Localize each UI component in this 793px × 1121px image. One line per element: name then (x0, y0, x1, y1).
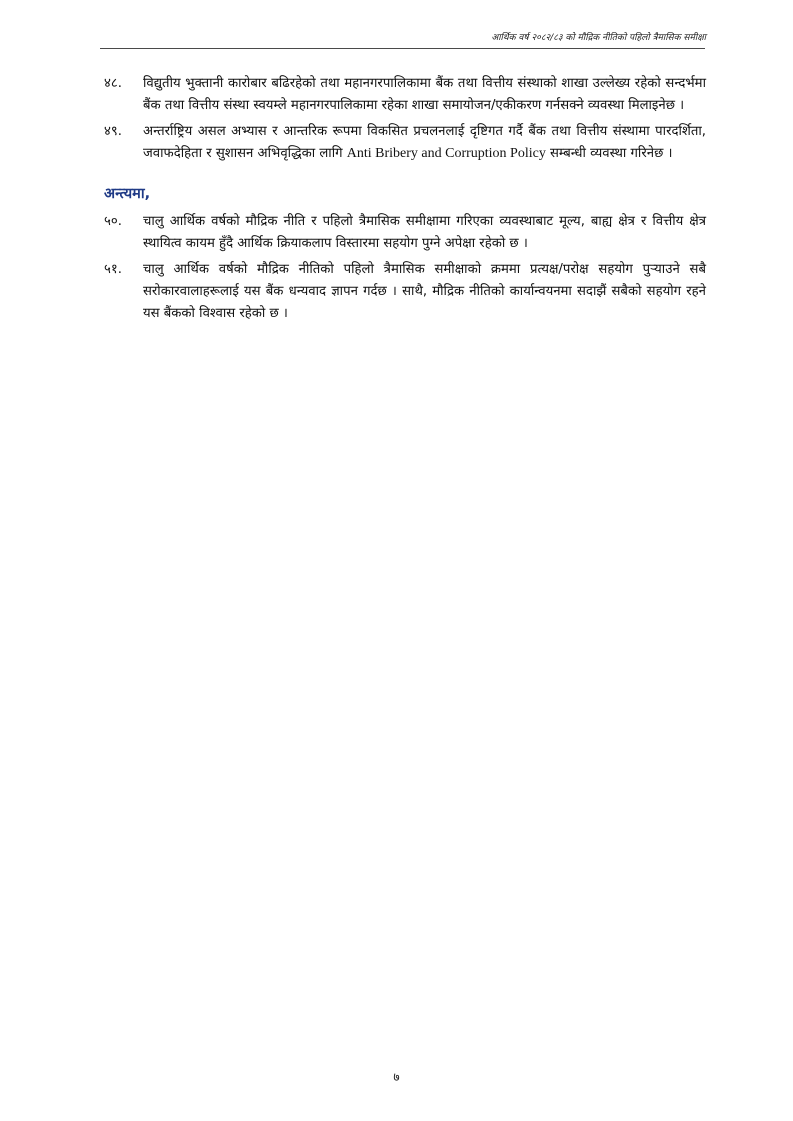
body-text (104, 73, 706, 329)
paragraph-text: चालु आर्थिक वर्षको मौद्रिक नीतिको पहिलो त्रैमासिक समीक्षाको क्रममा प्रत्यक्ष/परोक्ष सहयोग पुर्‍याउने सबै सरोकारवालाहरूलाई यस बैंक धन्यवाद ज्ञापन गर्दछ । साथै, मौद्रिक नीतिको कार्यान्वयनमा सदाझैं सबैको सहयोग रहने यस बैंकको विश्वास रहेको छ । (143, 262, 706, 321)
paragraph-number: ५१. (104, 262, 122, 277)
paragraph-text-part: अन्तर्राष्ट्रिय असल अभ्यास र आन्तरिक रूपमा विकसित प्रचलनलाई दृष्टिगत गर्दै बैंक तथा वित्तीय संस्थामा पारदर्शिता, जवाफदेहिता र सुशासन अभिवृद्धिका लागि (143, 124, 706, 161)
section-heading: अन्त्यमा, (104, 186, 151, 202)
paragraph-number: ५०. (104, 214, 122, 229)
paragraph-text-part: सम्बन्धी व्यवस्था गरिनेछ । (545, 146, 673, 161)
paragraph-51 (104, 259, 706, 325)
paragraph-49 (104, 121, 706, 165)
page-number: ७ (393, 1070, 400, 1084)
paragraph-text: चालु आर्थिक वर्षको मौद्रिक नीति र पहिलो त्रैमासिक समीक्षामा गरिएका व्यवस्थाबाट मूल्य, बाह्य क्षेत्र र वित्तीय क्षेत्र स्थायित्व कायम हुँदै आर्थिक क्रियाकलाप विस्तारमा सहयोग पुग्ने अपेक्षा रहेको छ । (143, 214, 706, 251)
paragraph-number: ४८. (104, 76, 122, 91)
running-header: आर्थिक वर्ष २०८२/८३ को मौद्रिक नीतिको पहिलो त्रैमासिक समीक्षा (491, 33, 706, 43)
paragraph-text: विद्युतीय भुक्तानी कारोबार बढिरहेको तथा महानगरपालिकामा बैंक तथा वित्तीय संस्थाको शाखा उल्लेख्य रहेको सन्दर्भमा बैंक तथा वित्तीय संस्था स्वयम्ले महानगरपालिकामा रहेका शाखा समायोजन/एकीकरण गर्नसक्ने व्यवस्था मिलाइनेछ । (143, 76, 706, 113)
paragraph-number: ४९. (104, 124, 122, 139)
paragraph-48 (104, 73, 706, 117)
policy-name: Anti Bribery and Corruption Policy (346, 146, 546, 161)
header-rule (100, 48, 705, 49)
paragraph-50 (104, 211, 706, 255)
paragraph-text (143, 121, 706, 165)
